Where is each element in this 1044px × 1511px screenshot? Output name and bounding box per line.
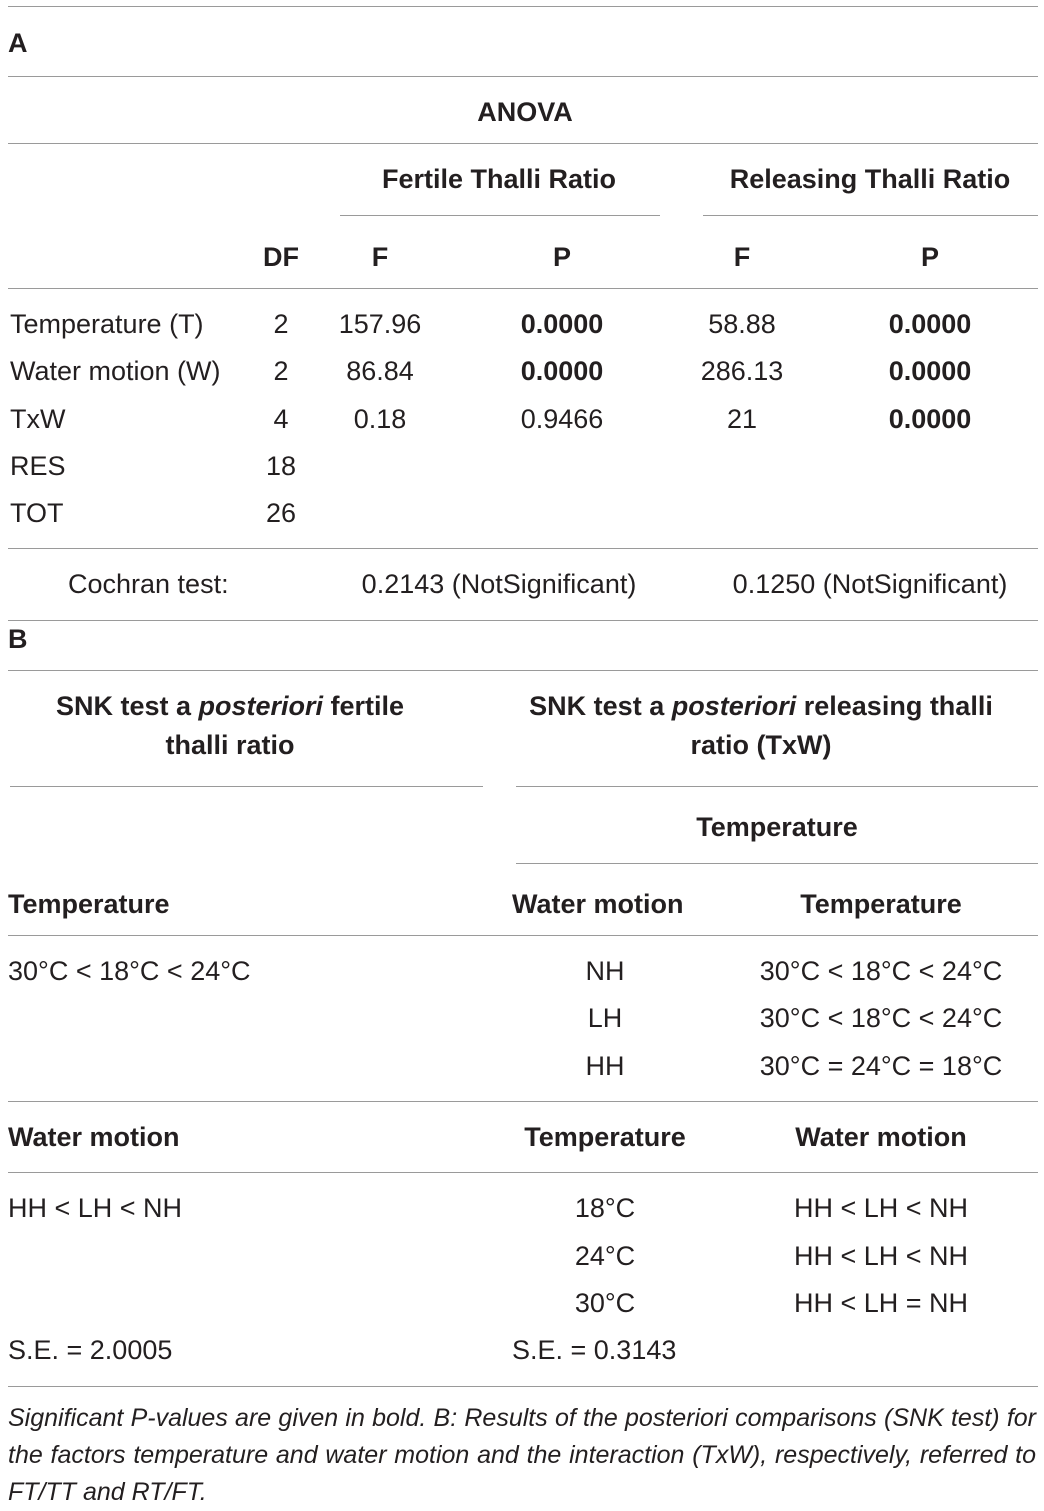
col-df-header: DF — [263, 242, 299, 272]
group-releasing-rule — [703, 215, 1038, 216]
row-p1: 0.0000 — [520, 309, 604, 339]
water-factor: 18°C — [574, 1193, 636, 1223]
snk-releasing-title: SNK test a posteriori releasing thalli — [529, 691, 993, 721]
row-f2: 58.88 — [708, 309, 776, 339]
row-f1: 0.18 — [353, 404, 407, 434]
water-left-header: Water motion — [8, 1122, 180, 1152]
row-f2: 21 — [726, 404, 758, 434]
water-result: HH < LH = NH — [793, 1288, 969, 1318]
section-a-label: A — [8, 28, 28, 58]
water-result: HH < LH < NH — [793, 1241, 969, 1271]
col-p2-header: P — [920, 242, 940, 272]
row-p1: 0.9466 — [520, 404, 604, 434]
rule — [8, 548, 1038, 549]
table-caption: Significant P-values are given in bold. B: Results of the posteriori comparisons (SNK test) for the factors temperature and water motion and the interaction (TxW), respectively, referred to FT/TT and RT/FT. — [8, 1404, 1036, 1506]
row-f2: 286.13 — [700, 356, 784, 386]
snk-fertile-title: SNK test a posteriori fertile — [55, 691, 405, 721]
water-factor: 30°C — [574, 1288, 636, 1318]
rule — [8, 143, 1038, 144]
row-df: 26 — [265, 498, 297, 528]
row-df: 2 — [273, 356, 289, 386]
row-source: TxW — [10, 404, 66, 434]
se-right: S.E. = 0.3143 — [512, 1335, 677, 1365]
cochran-label: Cochran test: — [68, 569, 229, 599]
row-source: Temperature (T) — [10, 309, 204, 339]
row-source: RES — [10, 451, 66, 481]
col-f1-header: F — [371, 242, 389, 272]
row-p2: 0.0000 — [888, 404, 972, 434]
temp-mid-header: Water motion — [512, 889, 684, 919]
row-p1: 0.0000 — [520, 356, 604, 386]
section-b-label: B — [8, 624, 28, 654]
col-p1-header: P — [552, 242, 572, 272]
row-df: 2 — [273, 309, 289, 339]
temp-left-value: 30°C < 18°C < 24°C — [8, 956, 251, 986]
row-f1: 157.96 — [338, 309, 422, 339]
rule — [8, 620, 1038, 621]
rule — [8, 1101, 1038, 1102]
rule-bottom — [8, 1386, 1038, 1387]
temperature-group-header: Temperature — [696, 812, 858, 842]
group-fertile-rule — [340, 215, 660, 216]
row-p2: 0.0000 — [888, 309, 972, 339]
temp-left-header: Temperature — [8, 889, 170, 919]
rule — [8, 1172, 1038, 1173]
rule — [8, 76, 1038, 77]
se-left: S.E. = 2.0005 — [8, 1335, 173, 1365]
water-right-header: Water motion — [795, 1122, 967, 1152]
col-f2-header: F — [733, 242, 751, 272]
rule — [8, 288, 1038, 289]
snk-fertile-rule — [10, 786, 483, 787]
row-df: 18 — [265, 451, 297, 481]
row-p2: 0.0000 — [888, 356, 972, 386]
cochran-fertile: 0.2143 (NotSignificant) — [361, 569, 637, 599]
water-left-value: HH < LH < NH — [8, 1193, 183, 1223]
water-result: HH < LH < NH — [793, 1193, 969, 1223]
snk-releasing-rule — [516, 786, 1038, 787]
temp-factor: HH — [585, 1051, 625, 1081]
cochran-releasing: 0.1250 (NotSignificant) — [732, 569, 1008, 599]
snk-fertile-title-line2: thalli ratio — [165, 730, 295, 760]
rule-top — [8, 6, 1038, 7]
temp-result: 30°C = 24°C = 18°C — [759, 1051, 1003, 1081]
water-factor: 24°C — [574, 1241, 636, 1271]
anova-title: ANOVA — [477, 97, 573, 127]
group-releasing-header: Releasing Thalli Ratio — [729, 164, 1011, 194]
temp-factor: LH — [587, 1003, 623, 1033]
row-source: TOT — [10, 498, 64, 528]
temp-factor: NH — [585, 956, 625, 986]
temp-result: 30°C < 18°C < 24°C — [759, 1003, 1003, 1033]
rule — [8, 670, 1038, 671]
water-mid-header: Temperature — [524, 1122, 686, 1152]
rule — [8, 935, 1038, 936]
temp-result: 30°C < 18°C < 24°C — [759, 956, 1003, 986]
row-f1: 86.84 — [346, 356, 414, 386]
group-fertile-header: Fertile Thalli Ratio — [381, 164, 617, 194]
row-df: 4 — [273, 404, 289, 434]
row-source: Water motion (W) — [10, 356, 221, 386]
temperature-group-rule — [516, 863, 1038, 864]
snk-releasing-title-line2: ratio (TxW) — [690, 730, 832, 760]
temp-right-header: Temperature — [800, 889, 962, 919]
